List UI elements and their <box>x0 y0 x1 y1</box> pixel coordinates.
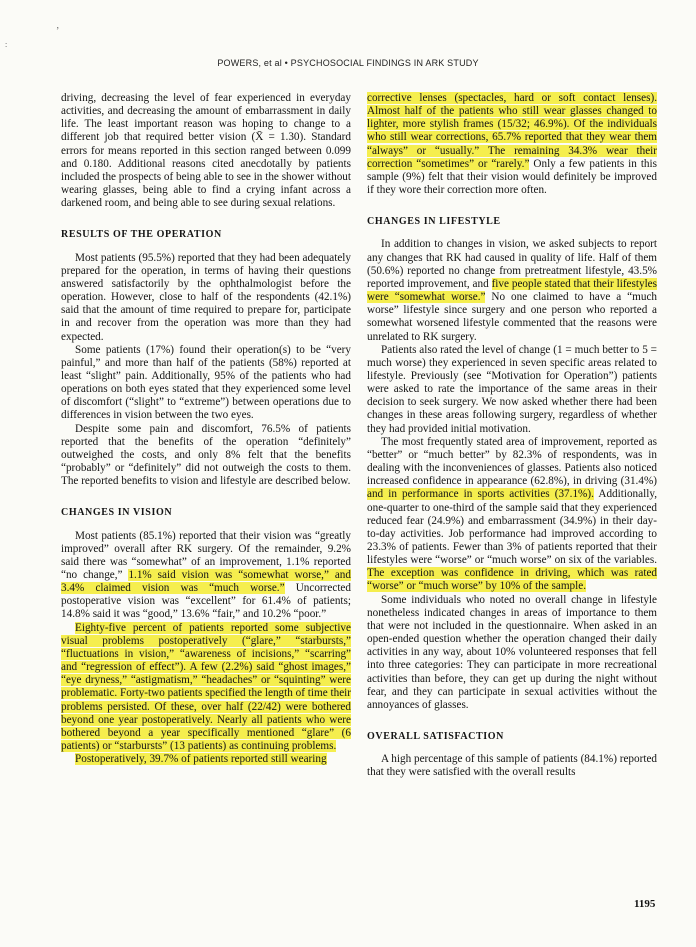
highlighted-text: Postoperatively, 39.7% of patients reported still wearing <box>75 753 327 766</box>
paragraph: Some patients (17%) found their operation(s) to be “very painful,” and more than half of the patients (58%) reported at least “slight” pain. Additionally, 95% of the patients who had operations on both eyes stated that they experienced some level of discomfort (“slight” to “extreme”) between operations due to differences in vision between the two eyes. <box>61 343 351 422</box>
paragraph: Despite some pain and discomfort, 76.5% of patients reported that the benefits of the operation “definitely” outweighed the costs, and only 8% felt that the benefits “probably” or “definitely” did not outweigh the costs to them. The reported benefits to vision and lifestyle are described below. <box>61 422 351 488</box>
paragraph: Some individuals who noted no overall change in lifestyle nonetheless indicated changes in areas of importance to them that were not included in the questionnaire. When asked in an open-ended question whether the operation changed their daily activities in any way, about 10% volunteered responses that fell into three categories: They can participate in more recreational activities than before, they can get up during the night without fear, and they can participate in sexual activities without the annoyances of glasses. <box>367 593 657 711</box>
running-header: POWERS, et al • PSYCHOSOCIAL FINDINGS IN ARK STUDY <box>217 58 479 68</box>
scan-mark: : <box>5 40 8 49</box>
highlighted-text: 1.1% said vision was “somewhat worse,” and 3.4% claimed vision was “much worse.” <box>61 569 351 595</box>
section-heading-lifestyle: CHANGES IN LIFESTYLE <box>367 216 501 228</box>
paragraph <box>367 238 657 343</box>
highlighted-text: Eighty-five percent of patients reported some subjective visual problems postoperatively (“glare,” “starbursts,” “fluctuations in vision,” “awareness of incisions,” “scarring” and “regression of effect”). A few (2.2%) said “ghost images,” “eye dryness,” “astigmatism,” “headaches” or “squinting” were problematic. Forty-two patients specified the length of time their problems persisted. Of these, over half (22/42) were bothered beyond one year postoperatively. Nearly all patients who were bothered beyond a year specifically mentioned “glare” (6 patients) or “starbursts” (13 patients) as continuing problems. <box>61 621 351 753</box>
paragraph: A high percentage of this sample of patients (84.1%) reported that they were satisfied with the overall results <box>367 753 657 779</box>
highlighted-text: and in performance in sports activities (37.1%). <box>367 488 594 501</box>
paragraph <box>61 622 351 754</box>
text-span: The most frequently stated area of improvement, reported as “better” or “much better” by 82.3% of respondents, was in dealing with the inconveniences of glasses. Patients also noticed increased confidence in appearance (62.8%), in driving (31.4%) <box>367 435 657 488</box>
left-column <box>61 92 351 766</box>
page-number: 1195 <box>634 898 656 910</box>
right-column <box>367 92 657 780</box>
highlighted-text: corrective lenses (spectacles, hard or soft contact lenses). Almost half of the patients who still wear glasses changed to lighter, more stylish frames (15/32; 46.9%). Of the individuals who still wear corrections, 65.7% reported that they wear them “always” or “usually.” The remaining 34.3% wear their correction “sometimes” or “rarely.” <box>367 92 657 170</box>
scan-mark: ’ <box>56 26 60 37</box>
paragraph <box>367 92 657 197</box>
paragraph <box>367 436 657 594</box>
highlighted-text: five people stated that their lifestyles were “somewhat worse.” <box>367 277 658 304</box>
section-heading-overall: OVERALL SATISFACTION <box>367 731 504 743</box>
text-span: Uncorrected postoperative vision was “excellent” for 61.4% of patients; 14.8% said it was “good,” 13.6% “fair,” and 10.2% “poor.” <box>61 582 351 621</box>
highlighted-text: The exception was confidence in driving, which was rated “worse” or “much worse” by 10% of the sample. <box>367 567 657 593</box>
text-span: No one claimed to have a “much worse” lifestyle since surgery and one person who reported a somewhat worsened lifestyle commented that the reasons were unrelated to RK surgery. <box>367 291 658 343</box>
section-heading-vision: CHANGES IN VISION <box>61 507 173 519</box>
text-span: Only a few patients in this sample (9%) felt that their vision would definitely be improved if they wore their correction more often. <box>367 157 657 197</box>
text-span: Additionally, one-quarter to one-third of the sample said that they experienced reduced fear (24.9%) and embarrassment (34.9%) in their day-to-day activities. Job performance had improved according to 23.3% of patients. Fewer than 3% of patients reported that their lifestyles were “worse” or “much worse” on six of the variables. <box>367 488 657 567</box>
paragraph <box>61 530 351 622</box>
paragraph: driving, decreasing the level of fear experienced in everyday activities, and decreasing the amount of embarrassment in daily life. The least important reason was hoping to change to a different job that required better vision (X̄ = 1.30). Standard errors for means reported in this section ranged between 0.099 and 0.180. Additional reasons cited anecdotally by patients included the prospects of being able to see in the shower without wearing glasses, being able to find a crying infant across a darkened room, and being able to see during sexual relations. <box>61 92 351 210</box>
paragraph: Most patients (95.5%) reported that they had been adequately prepared for the operation, in terms of having their questions answered satisfactorily by the ophthalmologist before the operation. However, close to half of the respondents (42.1%) said that the amount of time required to prepare for, participate in and recover from the operation was more than they had expected. <box>61 251 351 343</box>
section-heading-results: RESULTS OF THE OPERATION <box>61 229 222 241</box>
text-span: In addition to changes in vision, we asked subjects to report any changes that RK had caused in quality of life. Half of them (50.6%) reported no change from pretreatment lifestyle, 43.5% reported improvement, and <box>367 238 657 290</box>
paragraph: Patients also rated the level of change (1 = much better to 5 = much worse) they experienced in seven specific areas related to lifestyle. Previously (see “Motivation for Operation”) patients were asked to rate the importance of the same areas in their decision to seek surgery. We now asked whether there had been changes in these areas following surgery, regardless of whether they had provided initial motivation. <box>367 343 657 435</box>
text-span: Most patients (85.1%) reported that their vision was “greatly improved” overall after RK surgery. Of the remainder, 9.2% said there was “somewhat” of an improvement, 1.1% reported “no change,” <box>61 529 351 581</box>
paragraph <box>61 753 351 766</box>
